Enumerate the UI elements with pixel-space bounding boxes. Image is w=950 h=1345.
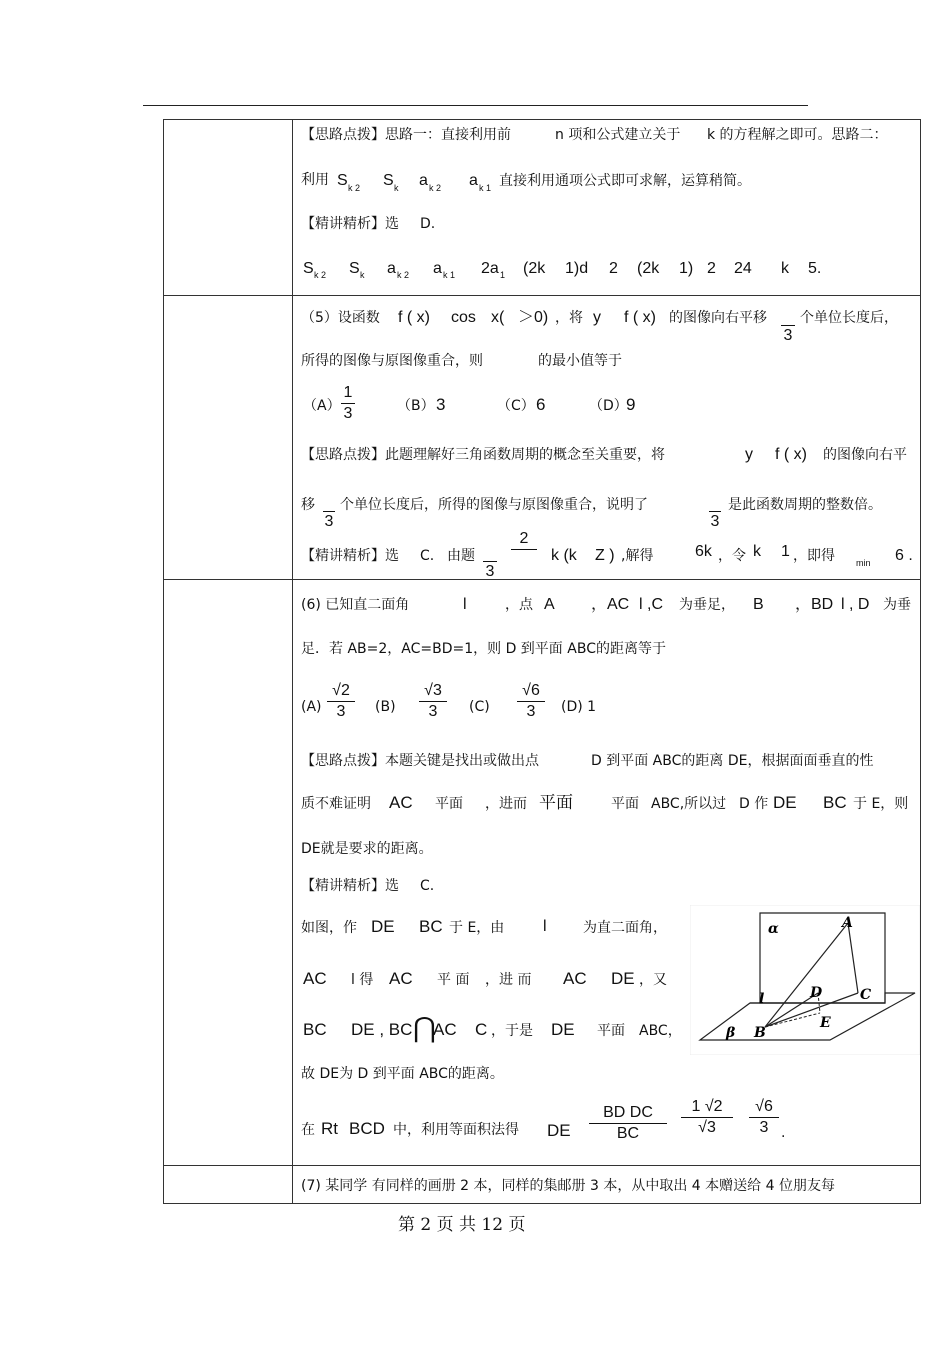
hint-text: 个单位长度后，所得的图像与原图像重合，说明了 bbox=[340, 497, 648, 513]
question-text: （5）设函数 bbox=[301, 310, 380, 326]
subscript: k 1 bbox=[443, 270, 456, 280]
math: ，AC bbox=[591, 596, 630, 613]
hint-text: 是此函数周期的整数倍。 bbox=[728, 497, 882, 513]
option-d: (D) 1 bbox=[561, 699, 597, 715]
math: k bbox=[753, 543, 761, 560]
text: 所得的图像与原图像重合，则 bbox=[301, 353, 483, 369]
math: 5. bbox=[808, 260, 822, 277]
text: ，进 而 bbox=[485, 972, 532, 988]
label-D: D bbox=[810, 985, 823, 1001]
text: ,解得 bbox=[621, 548, 654, 564]
text: 平面 bbox=[597, 1023, 625, 1039]
question-text: (7) 某同学 有同样的画册 2 本，同样的集邮册 3 本，从中取出 4 本赠送给 4 位朋友每 bbox=[301, 1178, 835, 1194]
dihedral-angle-figure bbox=[690, 905, 920, 1055]
text: 如图，作 bbox=[301, 920, 357, 936]
math: (2k bbox=[637, 260, 660, 277]
text: ，即得 bbox=[793, 548, 835, 564]
left-cell bbox=[164, 120, 293, 296]
text: 中，利用等面积法得 bbox=[393, 1122, 519, 1138]
question-text: (6) 已知直二面角 bbox=[301, 597, 410, 613]
distance-fraction-1: BD DC BC bbox=[589, 1104, 667, 1143]
fraction-pi-over-3: 3 bbox=[483, 542, 497, 581]
math: x( bbox=[491, 309, 505, 326]
text: . bbox=[781, 1125, 786, 1141]
label-C: C bbox=[860, 987, 872, 1003]
hint-text: 【思路点拨】本题关键是找出或做出点 bbox=[301, 753, 539, 769]
text: 由题 bbox=[447, 548, 475, 564]
subscript: k 2 bbox=[397, 270, 410, 280]
text: ，将 bbox=[555, 310, 583, 326]
text: 利用 bbox=[301, 172, 329, 188]
hint-text: D 到平面 ABC的距离 DE，根据面面垂直的性 bbox=[591, 753, 874, 769]
math: 2 bbox=[707, 260, 716, 277]
math: 1 bbox=[781, 543, 790, 560]
text: 故 DE为 D 到平面 ABC的距离。 bbox=[301, 1066, 504, 1082]
text: 为直二面角， bbox=[583, 920, 667, 936]
option-c: （C） bbox=[497, 398, 535, 414]
math: Z ) bbox=[595, 547, 615, 564]
math: DE bbox=[551, 1020, 575, 1039]
math: AC bbox=[389, 969, 413, 988]
hint-text: 【思路点拨】思路一：直接利用前 bbox=[301, 127, 511, 143]
subscript: k 1 bbox=[479, 183, 492, 193]
hint-text: n 项和公式建立关于 bbox=[555, 127, 681, 143]
answer: C. bbox=[420, 548, 435, 564]
math: BCD bbox=[349, 1119, 385, 1138]
math: 1) bbox=[679, 260, 694, 277]
text: 平面 bbox=[611, 796, 639, 812]
math: AC bbox=[389, 793, 413, 812]
math: 2a bbox=[481, 260, 499, 277]
text: ，令 bbox=[718, 548, 746, 564]
text: ABC,所以过 bbox=[651, 796, 727, 812]
option-a-fraction: 1 3 bbox=[341, 384, 355, 423]
subscript: k 2 bbox=[429, 183, 442, 193]
math: Rt bbox=[321, 1119, 338, 1138]
distance-fraction-2: 1 √2 √3 bbox=[681, 1098, 733, 1137]
option-c-value: 6 bbox=[536, 395, 546, 414]
label-l: l bbox=[759, 991, 765, 1007]
text: ，点 bbox=[505, 597, 533, 613]
fraction-pi-over-3: 3 bbox=[781, 306, 795, 345]
left-cell bbox=[164, 580, 293, 1166]
hint-text: k 的方程解之即可。思路二： bbox=[707, 127, 888, 143]
math: DE bbox=[773, 793, 797, 812]
left-cell bbox=[164, 296, 293, 580]
subscript: k bbox=[394, 183, 399, 193]
math: 6 . bbox=[895, 547, 913, 564]
math: ，BD bbox=[795, 596, 834, 613]
page-footer: 第 2 页 共 12 页 bbox=[398, 1215, 526, 1235]
math: ＞0) bbox=[518, 309, 549, 326]
text: 为垂 bbox=[883, 597, 911, 613]
hint-text: DE就是要求的距离。 bbox=[301, 841, 433, 857]
math: y bbox=[745, 446, 753, 463]
subscript: k 2 bbox=[314, 270, 327, 280]
text: 于 E，则 bbox=[853, 796, 909, 812]
math: f ( x) bbox=[775, 446, 807, 463]
subscript: k 2 bbox=[348, 183, 361, 193]
option-d: （D） bbox=[589, 398, 628, 414]
text: 的图像向右平移 bbox=[669, 310, 767, 326]
math: l bbox=[463, 596, 467, 613]
math: a bbox=[469, 172, 478, 189]
math: DE bbox=[371, 917, 395, 936]
math: a bbox=[387, 260, 396, 277]
question-text: 足．若 AB=2，AC=BD=1，则 D 到平面 ABC的距离等于 bbox=[301, 641, 666, 657]
math: f ( x) bbox=[624, 309, 656, 326]
text: 为垂足， bbox=[679, 597, 735, 613]
hint-text: 的图像向右平 bbox=[823, 447, 907, 463]
label-E: E bbox=[820, 1015, 831, 1031]
math: B bbox=[753, 596, 764, 613]
option-c: (C) bbox=[469, 699, 490, 715]
hint-text: 【思路点拨】此题理解好三角函数周期的概念至关重要，将 bbox=[301, 447, 665, 463]
math: k bbox=[781, 260, 789, 277]
option-b-fraction: √3 3 bbox=[419, 682, 447, 721]
answer: D. bbox=[420, 216, 436, 232]
math: f ( x) bbox=[398, 309, 430, 326]
math: l ,C bbox=[639, 596, 663, 613]
math: a bbox=[433, 260, 442, 277]
math: 6k bbox=[695, 543, 712, 560]
math: DE , BC bbox=[351, 1020, 413, 1039]
option-b: （B） bbox=[397, 398, 435, 414]
label-A: A bbox=[842, 915, 853, 931]
text: 直接利用通项公式即可求解，运算稍简。 bbox=[499, 173, 751, 189]
math: (2k bbox=[523, 260, 546, 277]
math: BC bbox=[303, 1020, 327, 1039]
option-c-fraction: √6 3 bbox=[517, 682, 545, 721]
math: S bbox=[349, 260, 360, 277]
text: 的最小值等于 bbox=[538, 353, 622, 369]
text: 于 E，由 bbox=[449, 920, 505, 936]
text: 平 面 bbox=[437, 972, 470, 988]
answer: C. bbox=[420, 878, 435, 894]
text: 在 bbox=[301, 1122, 315, 1138]
subscript: min bbox=[856, 558, 871, 568]
text: 个单位长度后， bbox=[800, 310, 898, 326]
hint-text: 质不难证明 bbox=[301, 796, 371, 812]
intersection-symbol: ⋂ bbox=[413, 1012, 436, 1043]
math: S bbox=[383, 172, 394, 189]
text: l 得 bbox=[351, 972, 374, 988]
question-cell-6 bbox=[293, 580, 921, 1166]
math: 2 bbox=[609, 260, 618, 277]
fraction-pi-over-3: 3 bbox=[324, 513, 334, 530]
math: l bbox=[543, 918, 547, 935]
label-beta: β bbox=[726, 1025, 736, 1041]
math: AC bbox=[563, 969, 587, 988]
math: l , D bbox=[841, 596, 870, 613]
left-cell bbox=[164, 1166, 293, 1204]
math: AC bbox=[433, 1020, 457, 1039]
math: BC bbox=[823, 793, 847, 812]
question-cell-7 bbox=[293, 1166, 921, 1204]
math: DE bbox=[547, 1121, 571, 1140]
math: a bbox=[419, 172, 428, 189]
math: k (k bbox=[551, 547, 577, 564]
math: C bbox=[475, 1020, 488, 1039]
distance-fraction-3: √6 3 bbox=[749, 1098, 779, 1137]
math: cos bbox=[451, 309, 476, 326]
header-rule bbox=[143, 105, 808, 106]
analysis-label: 【精讲精析】选 bbox=[301, 548, 399, 564]
option-a: （A） bbox=[303, 398, 341, 414]
text: D 作 bbox=[739, 796, 769, 812]
math: 平面 bbox=[539, 793, 573, 812]
math: A bbox=[544, 596, 555, 613]
option-d-value: 9 bbox=[626, 395, 636, 414]
solution-cell-4 bbox=[293, 120, 921, 296]
text: ABC， bbox=[639, 1023, 682, 1039]
fraction-2pi-over-omega: 2 bbox=[511, 530, 537, 569]
option-a: (A) bbox=[301, 699, 322, 715]
option-b-value: 3 bbox=[436, 395, 446, 414]
text: ，于是 bbox=[491, 1023, 533, 1039]
label-alpha: α bbox=[768, 921, 779, 937]
math: DE bbox=[611, 969, 635, 988]
label-B: B bbox=[754, 1025, 766, 1041]
text: 平面 bbox=[435, 796, 463, 812]
hint-text: 移 bbox=[301, 497, 315, 513]
math: 24 bbox=[734, 260, 752, 277]
text: ，又 bbox=[639, 972, 667, 988]
math: AC bbox=[303, 969, 327, 988]
math: 1)d bbox=[565, 260, 589, 277]
subscript: 1 bbox=[500, 270, 506, 280]
math: BC bbox=[419, 917, 443, 936]
option-b: (B) bbox=[375, 699, 396, 715]
question-cell-5 bbox=[293, 296, 921, 580]
math: S bbox=[303, 260, 314, 277]
analysis-label: 【精讲精析】选 bbox=[301, 216, 399, 232]
text: ，进而 bbox=[485, 796, 527, 812]
math: S bbox=[337, 172, 348, 189]
option-a-fraction: √2 3 bbox=[327, 682, 355, 721]
analysis-label: 【精讲精析】选 bbox=[301, 878, 399, 894]
fraction-pi-over-3: 3 bbox=[710, 513, 720, 530]
math: y bbox=[593, 309, 601, 326]
subscript: k bbox=[360, 270, 365, 280]
